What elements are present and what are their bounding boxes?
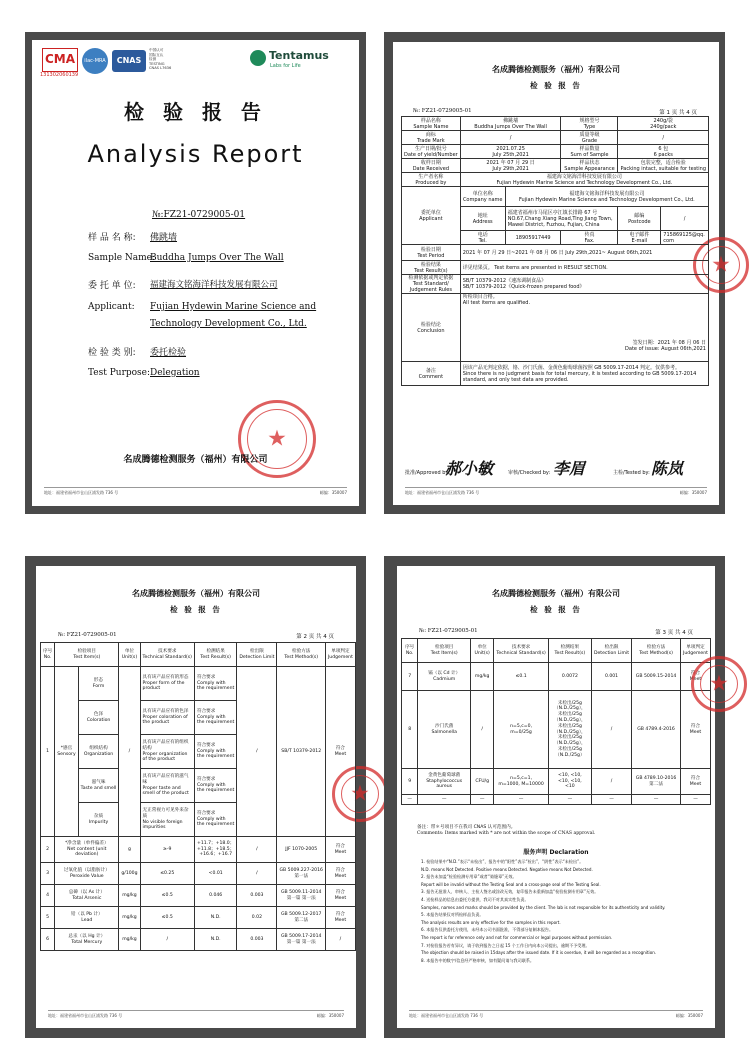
- table-row: 8 沙门氏菌 Salmonella / n=5,c=0, m=0/25g 未检出/25g （N.D./25g）， 未检出/25g （N.D./25g）， 未检出/25g （N.D./25g）， 未检出/25g （N.D./25g）， 未检出/25g （N.D./25g） / GB 4789.4-2016 符合 Meet: [402, 691, 711, 769]
- company-name: 名成腾德检测服务（福州）有限公司: [492, 65, 620, 74]
- footer-postcode: 邮编：350007: [675, 1013, 703, 1018]
- sample-info-table: 样品名称 Sample Name 佛跳墙 Buddha Jumps Over The Wall 规格型号 Type 240g/袋 240g/pack 商标 Trade Mark / 质量等级 Grade / 生产日期/批号 Date of yield/Number 2021.07.25 July 25th,2021 样品数量 Sum of Sample 6 包 6 packs 收样日期 Date Received 2021 年 07 月 29 日 July 29th,2021 样品状态 Sample Appearance 包装完整，适合检验 Packing intact, suitable for testing 生产者名称 Produced by 福建海文铭海洋科技发展有限公司 Fujian Hydewin Marine Science and Technology Development Co., Ltd. 委托单位 Applicant 单位名称 Company name 福建海文铭海洋科技发展有限公司 Fujian Hydewin Marine Science and Technology Development Co., Ltd. 地址 Address 福建省福州市马尾区亭江镇长排路 67 号 NO.67,Chang Xiang Road,Ting Jiang Town, Mawei District, Fuzhou, Fujian, China 邮编 Postcode / 电话 Tel. 18905917449 传真 Fax. 电子邮件 E-mail 715869125@qq.com 检验日期 Test Period 2021 年 07 月 29 日~2021 年 08 月 06 日 July 29th,2021~ August 06th,2021 检验结果 Test Result(s) 详见结果页。 Test items are presented in RESULT SECTION. 检测依据或判定依据 Test Standard/ Judgement Rules SB/T 10379-2012《速冻调制食品》 SB/T 10379-2012《Quick-frozen prepared food》 检验结论 Conclusion 所检项目合格。 All test items are qualified. 签发日期：2021 年 08 月 06 日 Date of issue: August 06th,2021 备注 Comment 因该产品无判定依据，铬、沙门氏菌、金黄色葡萄球菌按照 GB 5009.17-2014 判定。仅供参考。 Since there is no judgment basis for total mercury, it is tested according to GB 5009.17-2014 standard, and only test data are provided.: [401, 116, 709, 386]
- footer-postcode: 邮编：350007: [679, 490, 707, 495]
- page-footer: [44, 487, 347, 496]
- results-table-2: 序号 No. 检验项目 Test Item(s) 单位 Unit(s) 技术要求 Technical Standard(s) 检测结果 Test Result(s) 检出限 Detection Limit 检验方法 Test Method(s) 单项判定 Judgement 7 镉（以 Cd 计） Cadmium mg/kg ≤0.1 0.0072 0.001 GB 5009.15-2014 符合 Meet 8 沙门氏菌 Salmonella / n=5,c=0, m=0/25g 未检出/25g （N.D./25g）， 未检出/25g （N.D./25g）， 未检出/25g （N.D./25g）， 未检出/25g （N.D./25g）， 未检出/25g （N.D./25g） / GB 4789.4-2016 符合 Meet 9 金黄色葡萄球菌 Staphylococcus aureus CFU/g n=5,c=1, m=1000, M=10000 <10, <10, <10, <10, <10 / GB 4789.10-2016 第二法 符合 Meet — — — — — — — —: [401, 638, 711, 805]
- footer-address: 地址：福建省福州市仓山区浦发路 736 号: [48, 1013, 123, 1018]
- table-row: 2 *净含量（单件偏差） Net content (unit deviation) g ≥-9 +11.7；+18.0； +11.8；+18.5； +16.6；+16.7 / JJF 1070-2005 符合 Meet: [41, 837, 356, 863]
- report-title: 检 验 报 告: [530, 81, 582, 90]
- approver-signature: 郝小敏: [445, 459, 494, 478]
- declaration-item: Samples, names and marks should be provided by the client. The lab is not responsible for its authenticity and validity.: [421, 904, 666, 910]
- report-title: 检 验 报 告: [530, 605, 582, 614]
- cover-title-cn: 检 验 报 告: [124, 100, 267, 124]
- company-name: 名成腾德检测服务（福州）有限公司: [492, 589, 620, 598]
- tentamus-brand: Tentamus: [269, 49, 329, 62]
- side-seal: ★: [332, 766, 388, 822]
- footer-postcode: 邮编：350007: [316, 1013, 344, 1018]
- purpose-en: Delegation: [150, 368, 200, 378]
- footer-address: 地址：福建省福州市仓山区浦发路 736 号: [405, 490, 480, 495]
- declaration-item: 6. 本报告仅供委托方使用，未经本公司书面批准，不得部分复制本报告。: [421, 927, 554, 933]
- sample-name-cn: 佛跳墙: [150, 233, 178, 243]
- page-footer: [48, 1010, 344, 1019]
- declaration-item: N.D. means Not Detected. Positive means Detected. Negative means Not Detected.: [421, 866, 593, 872]
- declaration-item: 3. 报告无批准人、审核人、主检人签名或涂改无效，复印报告未重新加盖“检验检测专用章”无效。: [421, 889, 599, 895]
- footer-postcode: 邮编：350007: [319, 490, 347, 495]
- info-page: [393, 42, 731, 505]
- checker-signature: 李眉: [553, 459, 586, 478]
- report-number: №: FZ21-0729005-01: [58, 632, 117, 638]
- page-number: 第 2 页 共 4 页: [296, 634, 334, 640]
- declaration-item: 7. 对检验报告若有异议，请于收到报告之日起 15 个工作日内向本公司提出，逾期不予受理。: [421, 942, 590, 948]
- sample-name-en: Buddha Jumps Over The Wall: [150, 253, 284, 263]
- table-row: 3 过氧化值（以脂肪计） Peroxide Value g/100g ≤0.25 <0.01 / GB 5009.227-2016 第一法 符合 Meet: [41, 863, 356, 885]
- tentamus-tagline: Labs for Life: [270, 63, 301, 69]
- cover-title-en: Analysis Report: [87, 140, 304, 168]
- report-number: №: FZ21-0729005-01: [419, 628, 478, 634]
- report-number: №: FZ21-0729005-01: [413, 108, 472, 114]
- cnas-note-cn: 备注：带＊号项目不在我司 CNAS 认可范围内。: [417, 825, 516, 830]
- purpose-cn: 委托检验: [150, 348, 187, 358]
- applicant-en-line2: Technology Development Co., Ltd.: [150, 319, 307, 329]
- side-seal: ★: [693, 237, 749, 293]
- table-row: 7 镉（以 Cd 计） Cadmium mg/kg ≤0.1 0.0072 0.001 GB 5009.15-2014 符合 Meet: [402, 663, 711, 691]
- applicant-label-en: Applicant:: [88, 302, 135, 312]
- tested-label: 主检/Tested by:: [613, 470, 650, 476]
- declaration-title: 服务声明 Declaration: [523, 849, 589, 856]
- applicant-label-cn: 委 托 单 位:: [88, 281, 136, 291]
- checked-label: 审核/Checked by:: [508, 470, 551, 476]
- purpose-label-cn: 检 验 类 别:: [88, 348, 136, 358]
- page-number: 第 1 页 共 4 页: [659, 110, 697, 116]
- results-page-1: [36, 566, 370, 1028]
- declaration-item: 1. 检验结果中“N.D.”表示“未检出”，报告中的“阳性”表示“检出”，“阴性”表示“未检出”。: [421, 859, 584, 864]
- company-name: 名成腾德检测服务（福州）有限公司: [132, 589, 260, 598]
- results-page-2: [397, 566, 729, 1028]
- applicant-en-line1: Fujian Hydewin Marine Science and: [150, 302, 317, 312]
- approved-label: 批准/Approved by:: [405, 470, 450, 476]
- cnas-logo: CNAS: [112, 50, 146, 72]
- sample-name-label-en: Sample Name:: [88, 253, 156, 263]
- cma-logo: CMA: [42, 48, 78, 72]
- applicant-cn: 福建海文铭海洋科技发展有限公司: [150, 280, 278, 290]
- declaration-item: The analysis results are only effective for the samples in this report.: [421, 919, 561, 925]
- tester-signature: 陈岚: [651, 459, 684, 478]
- declaration-item: 2. 报告未加盖“检验检测专用章”或者“骑缝章”无效。: [421, 874, 517, 880]
- declaration-item: 5. 本报告结果仅对所检样品负责。: [421, 912, 484, 918]
- side-seal: ★: [691, 656, 747, 712]
- declaration-item: The objection should be raised in 15days after the issued date. If it is overdue, it will be regarded as a recognition.: [421, 950, 657, 956]
- issue-date: 签发日期：2021 年 08 月 06 日 Date of issue: August 06th,2021: [625, 340, 706, 352]
- page-number: 第 3 页 共 4 页: [655, 630, 693, 636]
- cover-page: [32, 40, 359, 506]
- table-row: 5 铅（以 Pb 计） Lead mg/kg ≤0.5 N.D. 0.02 GB 5009.12-2017 第二法 符合 Meet: [41, 907, 356, 929]
- report-number: №:FZ21-0729005-01: [152, 210, 246, 220]
- ilac-logo: ilac-MRA: [82, 48, 108, 74]
- conclusion-text: 所检项目合格。 All test items are qualified.: [462, 294, 531, 306]
- sample-name-label-cn: 样 品 名 称:: [88, 233, 136, 243]
- company-name: 名成腾德检测服务（福州）有限公司: [123, 455, 268, 465]
- cnas-note-en: Comments: Items marked with * are not within the scope of CNAS approval.: [417, 831, 596, 836]
- page-footer: [409, 1010, 703, 1019]
- cnas-label: 中国认可 国际互认 检测 TESTING CNAS L7636: [149, 48, 172, 71]
- footer-address: 地址：福建省福州市仓山区浦发路 736 号: [409, 1013, 484, 1018]
- report-title: 检 验 报 告: [170, 605, 222, 614]
- tentamus-logo-icon: [250, 50, 266, 66]
- cert-number: 131302060139: [40, 72, 79, 78]
- official-seal: ★: [238, 400, 316, 478]
- table-row: 6 总汞（以 Hg 计） Total Mercury mg/kg / N.D. 0.003 GB 5009.17-2014 第一篇 第一法 /: [41, 929, 356, 951]
- declaration-item: Report will be invalid without the Testing Seal and a cross-page seal of the Testing Seal.: [421, 881, 601, 887]
- footer-address: 地址：福建省福州市仓山区浦发路 736 号: [44, 490, 119, 495]
- declaration-item: The report is for reference only and not for commercial or legal purposes without permission.: [421, 934, 613, 940]
- declaration-list: [421, 858, 701, 964]
- page-footer: [405, 487, 707, 496]
- purpose-label-en: Test Purpose:: [88, 368, 151, 378]
- table-row: 9 金黄色葡萄球菌 Staphylococcus aureus CFU/g n=5,c=1, m=1000, M=10000 <10, <10, <10, <10, <10 / GB 4789.10-2016 第二法 符合 Meet: [402, 769, 711, 795]
- declaration-item: 8. 本报告中的数字/信息经严格审核，如有疑问请与我司联系。: [421, 957, 535, 963]
- declaration-item: 4. 送检样品的信息由委托方提供，我司不对其真实性负责。: [421, 896, 529, 902]
- table-row: 4 总砷（以 As 计） Total Arsenic mg/kg ≤0.5 0.046 0.003 GB 5009.11-2014 第一篇 第一法 符合 Meet: [41, 885, 356, 907]
- table-row: — — — — — — — —: [402, 795, 711, 805]
- results-table-1: 序号 No. 检验项目 Test Item(s) 单位 Unit(s) 技术要求 Technical Standard(s) 检测结果 Test Result(s) 检出限 Detection Limit 检验方法 Test Method(s) 单项判定 Judgement 1 *感官 Sensory 形态 Form / 具有该产品应有的形态 Proper form of the product 符合要求 Comply with the requirement / SB/T 10379-2012 符合 Meet 色泽 Coloration 具有该产品应有的色泽 Proper coloration of the product 符合要求 Comply with the requirement 组织结构 Organization 具有该产品应有的组织结构 Proper organization of the product 符合要求 Comply with the requirement 滋气味 Taste and smell 具有该产品应有的滋气味 Proper taste and smell of the product 符合要求 Comply with the requirement 杂质 Impurity 无正常视力可见外来杂质 No visible foreign impurities 符合要求 Comply with the requirement 2 *净含量（单件偏差） Net content (unit deviation) g ≥-9 +11.7；+18.0； +11.8；+18.5； +16.6；+16.7 / JJF 1070-2005 符合 Meet 3 过氧化值（以脂肪计） Peroxide Value g/100g ≤0.25 <0.01 / GB 5009.227-2016 第一法 符合 Meet 4 总砷（以 As 计） Total Arsenic mg/kg ≤0.5 0.046 0.003 GB 5009.11-2014 第一篇 第一法 符合 Meet 5 铅（以 Pb 计） Lead mg/kg ≤0.5 N.D. 0.02 GB 5009.12-2017 第二法 符合 Meet 6 总汞（以 Hg 计） Total Mercury mg/kg / N.D. 0.003 GB 5009.17-2014 第一篇 第一法 /: [40, 642, 356, 951]
